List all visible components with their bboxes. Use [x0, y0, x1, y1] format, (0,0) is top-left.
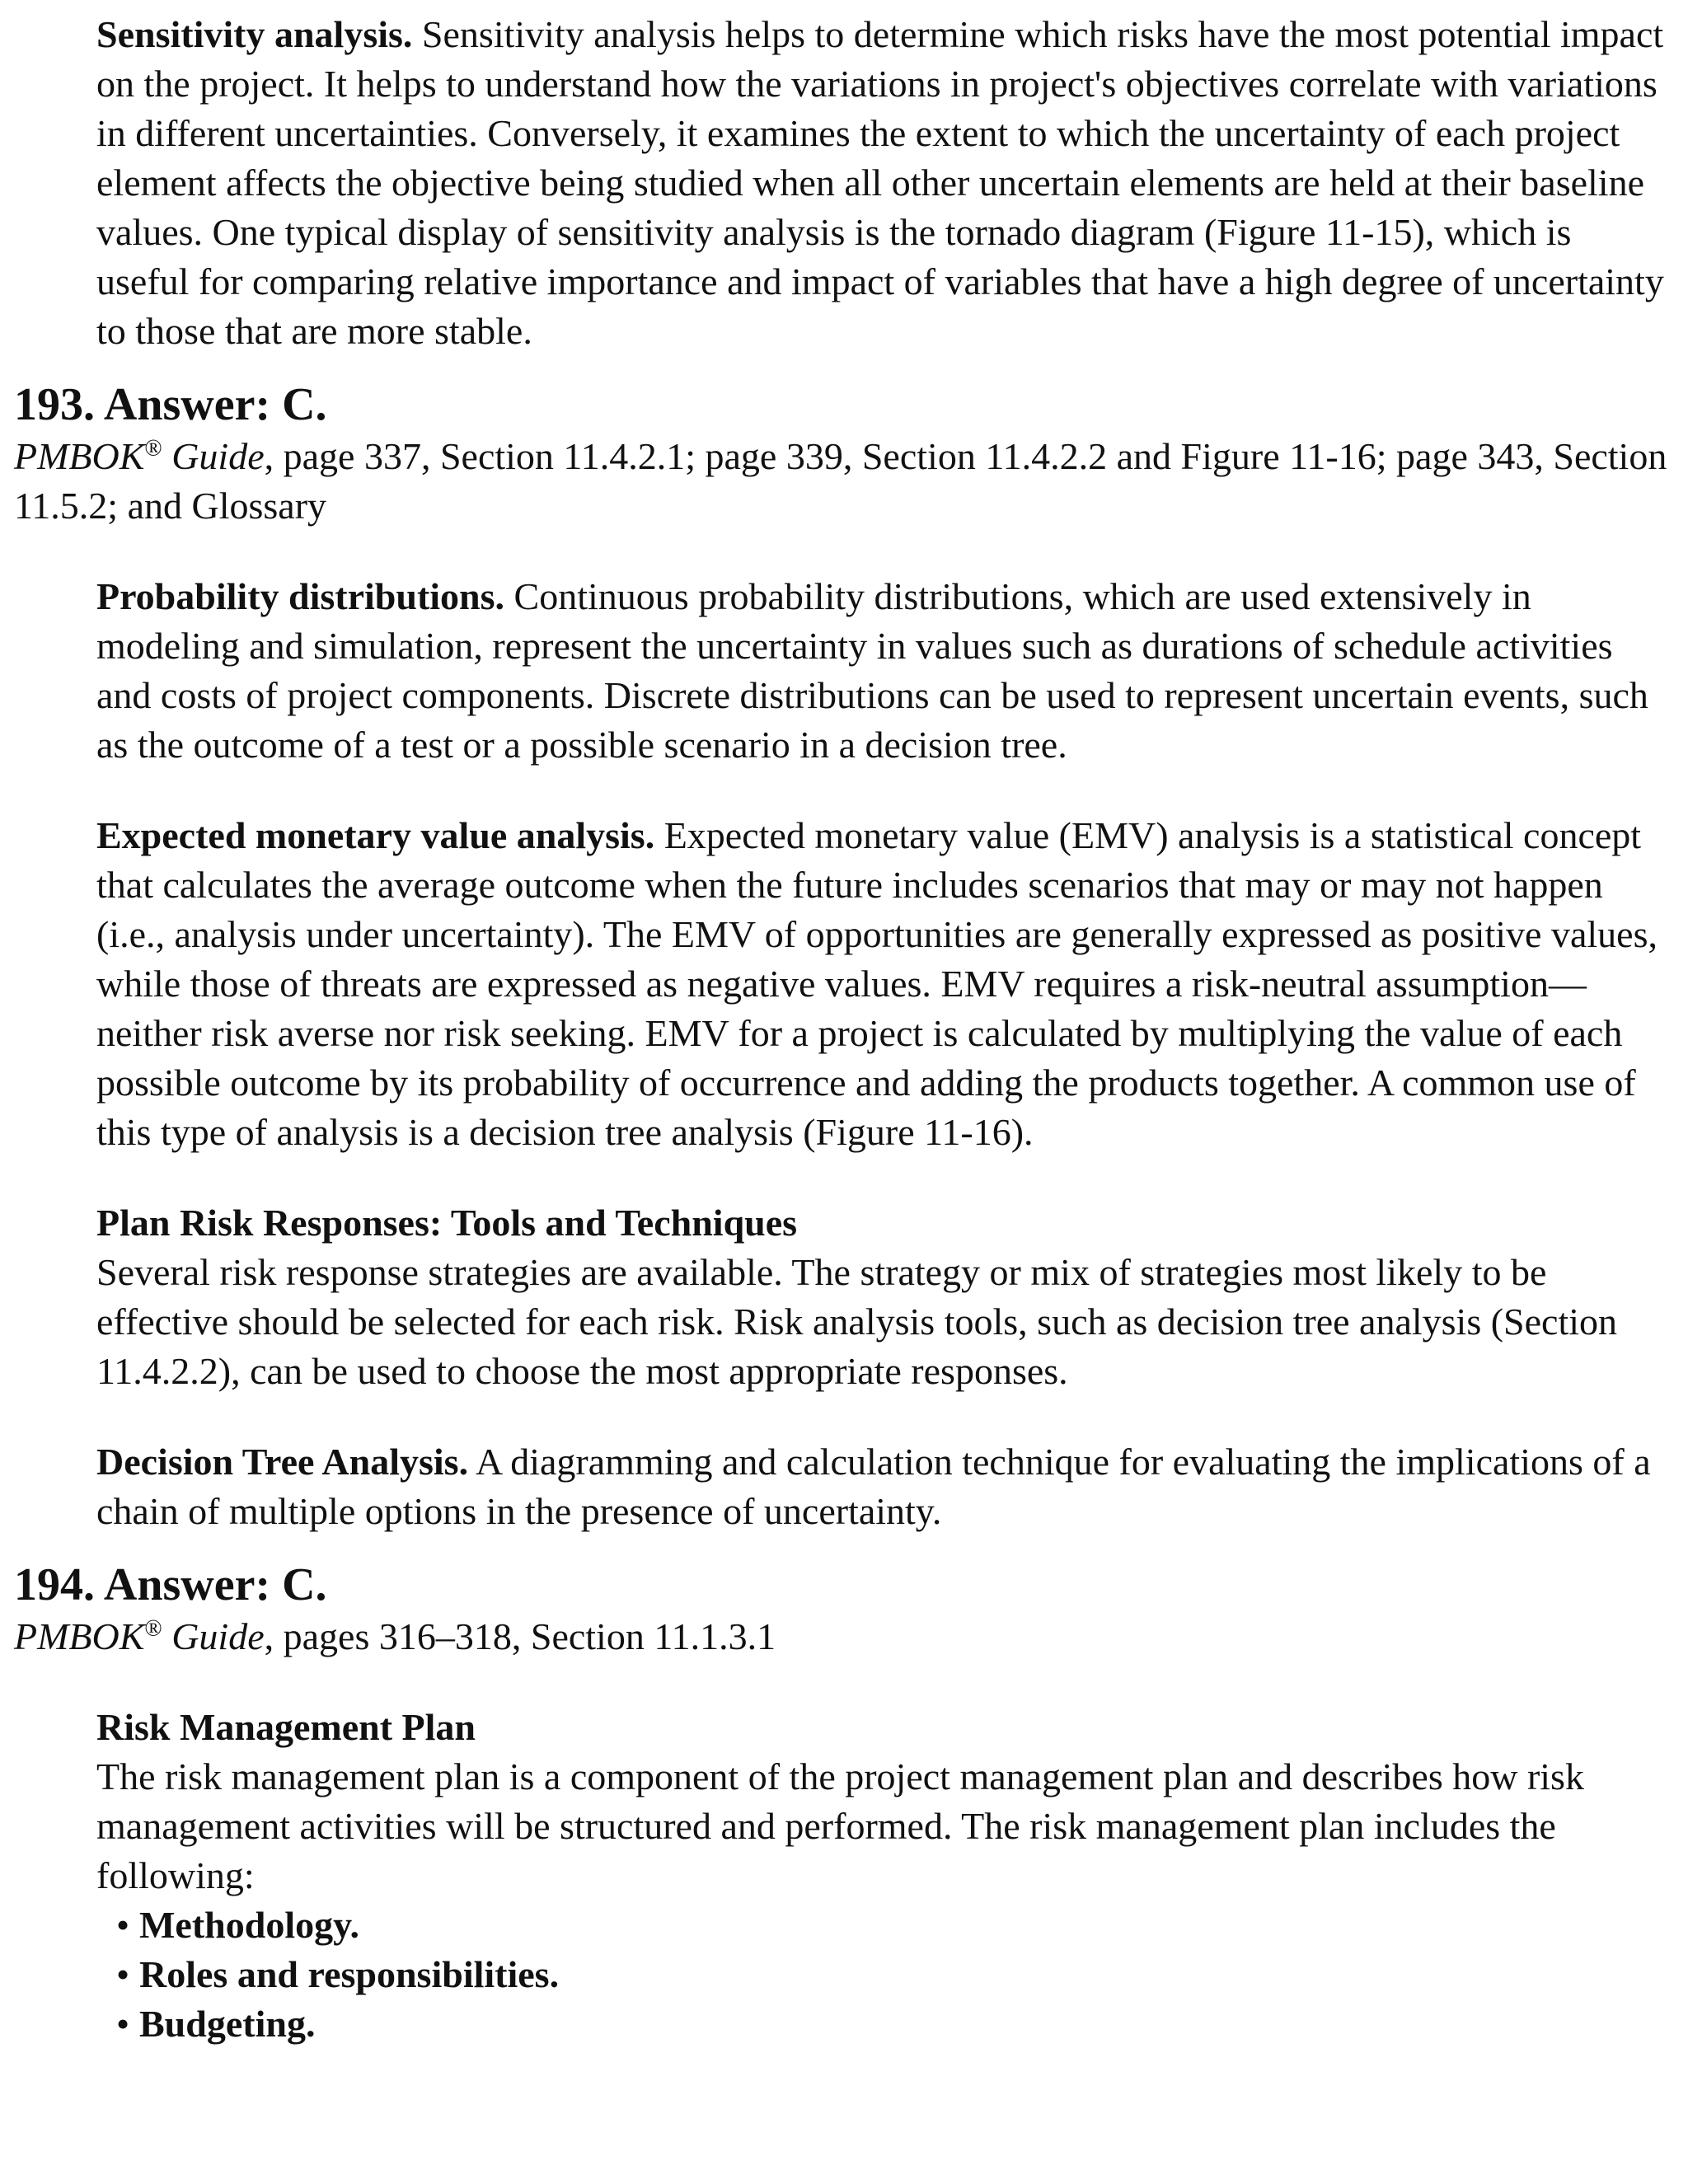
list-item-label: Budgeting.: [139, 2003, 316, 2045]
answer-193-heading-block: [14, 377, 1671, 531]
list-item: [116, 1999, 1688, 2049]
answer-193-reference-text: , page 337, Section 11.4.2.1; page 339, Section 11.4.2.2 and Figure 11-16; page 343, Section 11.5.2; and Glossary: [14, 435, 1667, 527]
sensitivity-analysis-paragraph: [96, 10, 1671, 356]
sensitivity-analysis-term: Sensitivity analysis.: [96, 13, 413, 55]
decision-tree-analysis-paragraph: [96, 1437, 1671, 1536]
bullet-icon: •: [116, 1953, 130, 1995]
probability-distributions-body: Continuous probability distributions, which are used extensively in modeling and simulation, represent the uncertainty in values such as durations of schedule activities and costs of project components. Discrete distributions can be used to represent uncertain events, such as the outcome of a test or a possible scenario in a decision tree.: [96, 575, 1648, 766]
list-item-label: Roles and responsibilities.: [139, 1953, 560, 1995]
decision-tree-analysis-text: [96, 1437, 1671, 1536]
decision-tree-analysis-body: A diagramming and calculation technique for evaluating the implications of a chain of multiple options in the presence of uncertainty.: [96, 1441, 1651, 1532]
sensitivity-analysis-text: [96, 10, 1671, 356]
plan-risk-responses-body: Several risk response strategies are available. The strategy or mix of strategies most likely to be effective should be selected for each risk. Risk analysis tools, such as decision tree analysis (Section 11.4.2.2), can be used to choose the most appropriate responses.: [96, 1251, 1618, 1392]
answer-194-heading-block: [14, 1558, 1671, 1661]
registered-mark: ®: [144, 1615, 162, 1642]
list-item: [116, 1950, 1688, 1999]
registered-mark: ®: [144, 435, 162, 462]
emv-analysis-term: Expected monetary value analysis.: [96, 814, 655, 856]
plan-risk-responses-heading: Plan Risk Responses: Tools and Techniques: [96, 1202, 798, 1244]
answer-193-heading: 193. Answer: C.: [14, 379, 327, 430]
risk-management-plan-list: [116, 1900, 1688, 2049]
probability-distributions-paragraph: [96, 572, 1671, 770]
emv-analysis-body: Expected monetary value (EMV) analysis is a statistical concept that calculates the average outcome when the future includes scenarios that may or may not happen (i.e., analysis under uncertainty). The EMV of opportunities are generally expressed as positive values, while those of threats are expressed as negative values. EMV requires a risk-neutral assumption—neither risk averse nor risk seeking. EMV for a project is calculated by multiplying the value of each possible outcome by its probability of occurrence and adding the products together. A common use of this type of analysis is a decision tree analysis (Figure 11-16).: [96, 814, 1658, 1153]
plan-risk-responses-section: [96, 1198, 1671, 1396]
risk-management-plan-heading: Risk Management Plan: [96, 1706, 476, 1748]
probability-distributions-text: [96, 572, 1671, 770]
risk-management-plan-section: [96, 1703, 1671, 1900]
list-item: [116, 1900, 1688, 1950]
sensitivity-analysis-body: Sensitivity analysis helps to determine which risks have the most potential impact on the project. It helps to understand how the variations in project's objectives correlate with variations in different uncertainties. Conversely, it examines the extent to which the uncertainty of each project element affects the objective being studied when all other uncertain elements are held at their baseline values. One typical display of sensitivity analysis is the tornado diagram (Figure 11-15), which is useful for comparing relative importance and impact of variables that have a high degree of uncertainty to those that are more stable.: [96, 13, 1664, 352]
answer-194-reference-text: , pages 316–318, Section 11.1.3.1: [264, 1615, 776, 1657]
pmbok-title: PMBOK: [14, 1615, 145, 1657]
pmbok-title: PMBOK: [14, 435, 145, 477]
bullet-icon: •: [116, 1904, 130, 1946]
guide-title: Guide: [162, 435, 265, 477]
answer-194-heading: 194. Answer: C.: [14, 1559, 327, 1610]
probability-distributions-term: Probability distributions.: [96, 575, 505, 617]
emv-analysis-text: [96, 811, 1671, 1157]
emv-analysis-paragraph: [96, 811, 1671, 1157]
guide-title: Guide: [162, 1615, 265, 1657]
decision-tree-analysis-term: Decision Tree Analysis.: [96, 1441, 469, 1483]
answer-194-reference: [14, 1612, 1671, 1661]
answer-193-reference: [14, 432, 1671, 531]
risk-management-plan-body: The risk management plan is a component of the project management plan and describes how risk management activities will be structured and performed. The risk management plan includes the following:: [96, 1755, 1584, 1896]
list-item-label: Methodology.: [139, 1904, 360, 1946]
bullet-icon: •: [116, 2003, 130, 2045]
